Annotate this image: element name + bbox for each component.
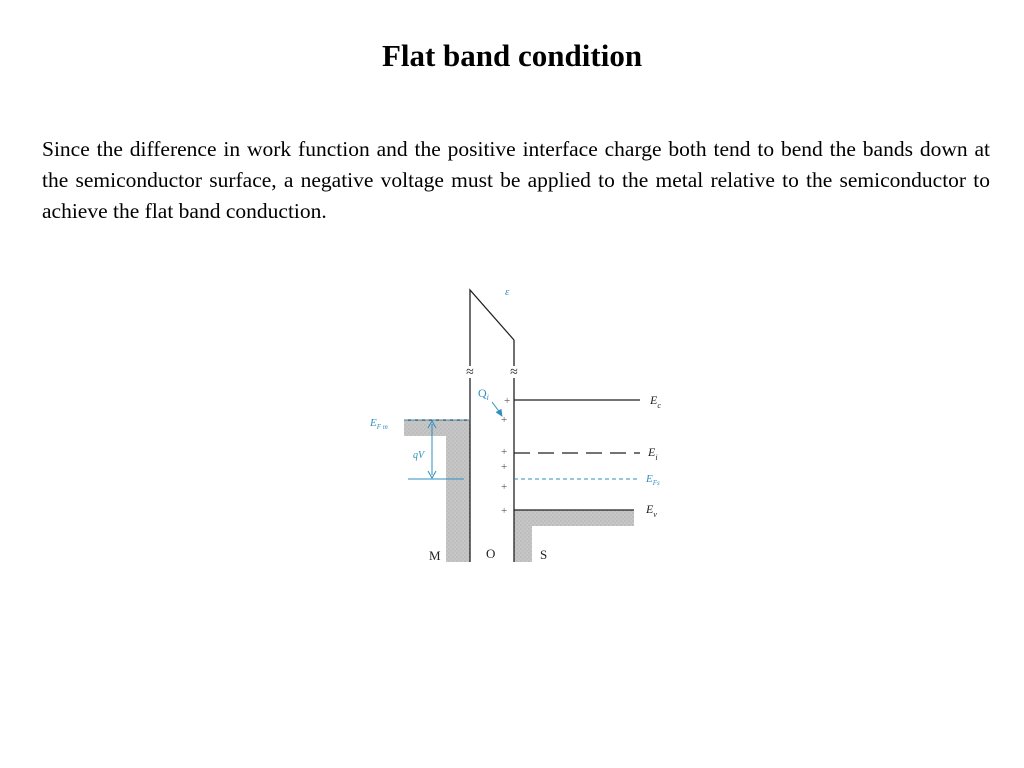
intrinsic-level-label: $E_i$ <box>648 445 658 462</box>
conduction-band-label: $E_c$ <box>650 393 661 410</box>
plus-sign: + <box>504 395 511 407</box>
body-paragraph: Since the difference in work function and the positive interface charge both tend to bend the bands down at the semiconductor surface, a negative voltage must be applied to the metal relative to the semiconductor to achieve the flat band conduction. <box>42 137 990 223</box>
plus-sign: + <box>501 414 508 426</box>
metal-region <box>404 420 470 562</box>
plus-sign: + <box>501 446 508 458</box>
page-title: Flat band condition <box>381 38 643 73</box>
oxide-field-label: ε <box>505 286 510 298</box>
plus-sign: + <box>501 505 508 517</box>
region-label-metal: M <box>429 548 441 563</box>
interface-charge-label: $Q_i$ <box>478 386 489 402</box>
plus-sign: + <box>501 461 508 473</box>
region-label-semiconductor: S <box>540 547 548 562</box>
oxide-conduction-band <box>470 290 514 366</box>
metal-fermi-level-label: $E_{F m}$ <box>370 417 388 431</box>
semi-fermi-level-label: $E_{Fs}$ <box>646 473 660 487</box>
valence-band-region <box>514 510 634 562</box>
region-label-oxide: O <box>486 546 496 561</box>
break-mark-left: ≈ <box>466 365 474 380</box>
valence-band-label: $E_v$ <box>646 502 657 519</box>
qv-label: qV <box>413 450 425 461</box>
break-mark-right: ≈ <box>510 365 518 380</box>
plus-sign: + <box>501 481 508 493</box>
